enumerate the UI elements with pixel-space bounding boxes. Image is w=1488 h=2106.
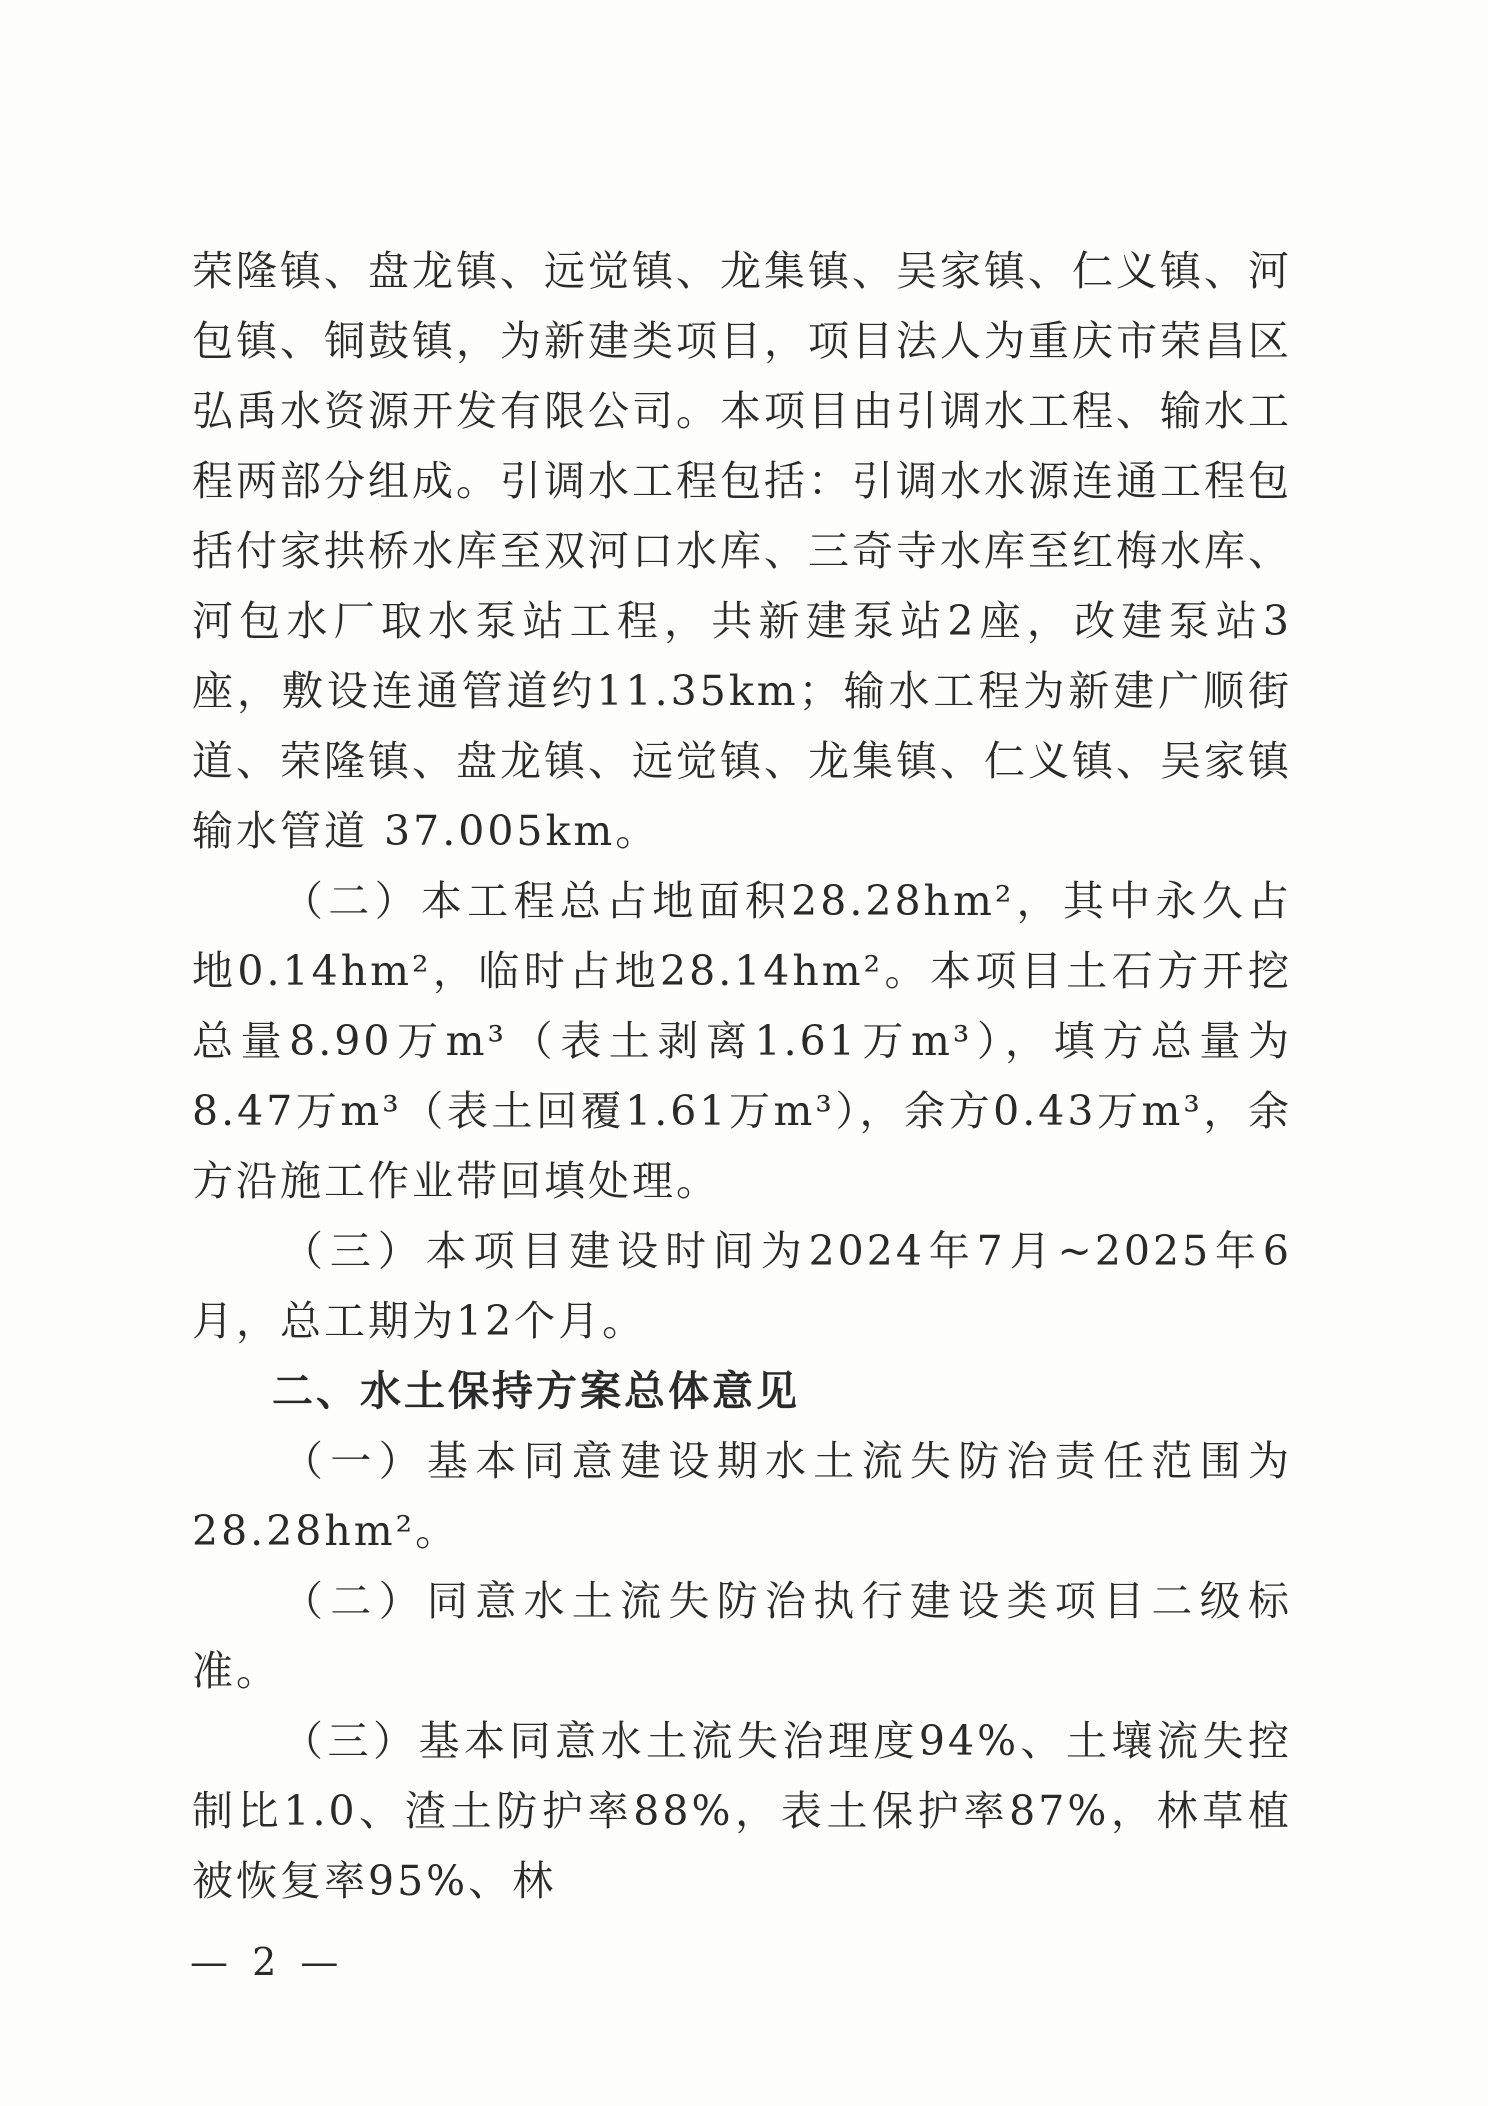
paragraph-responsibility-scope: （一）基本同意建设期水土流失防治责任范围为28.28hm²。 — [192, 1437, 1292, 1555]
section-heading-overall-opinion: 二、水土保持方案总体意见 — [272, 1367, 800, 1415]
paragraph-prevention-standard: （二）同意水土流失防治执行建设类项目二级标准。 — [192, 1577, 1292, 1695]
document-body — [192, 236, 1292, 1916]
page-number: — 2 — — [190, 1940, 345, 1984]
paragraph-control-targets: （三）基本同意水土流失治理度94%、土壤流失控制比1.0、渣土防护率88%，表土保护率87%，林草植被恢复率95%、林 — [192, 1717, 1292, 1905]
paragraph-construction-period: （三）本项目建设时间为2024年7月~2025年6月，总工期为12个月。 — [192, 1227, 1292, 1345]
paragraph-project-overview: 荣隆镇、盘龙镇、远觉镇、龙集镇、吴家镇、仁义镇、河包镇、铜鼓镇，为新建类项目，项目法人为重庆市荣昌区弘禹水资源开发有限公司。本项目由引调水工程、输水工程两部分组成。引调水工程包括：引调水水源连通工程包括付家拱桥水库至双河口水库、三奇寺水库至红梅水库、河包水厂取水泵站工程，共新建泵站2座，改建泵站3座，敷设连通管道约11.35km；输水工程为新建广顺街道、荣隆镇、盘龙镇、远觉镇、龙集镇、仁义镇、吴家镇输水管道 37.005km。 — [192, 247, 1292, 855]
paragraph-land-and-earthwork: （二）本工程总占地面积28.28hm²，其中永久占地0.14hm²，临时占地28.14hm²。本项目土石方开挖总量8.90万m³（表土剥离1.61万m³），填方总量为8.47万m³（表土回覆1.61万m³），余方0.43万m³，余方沿施工作业带回填处理。 — [192, 877, 1292, 1205]
